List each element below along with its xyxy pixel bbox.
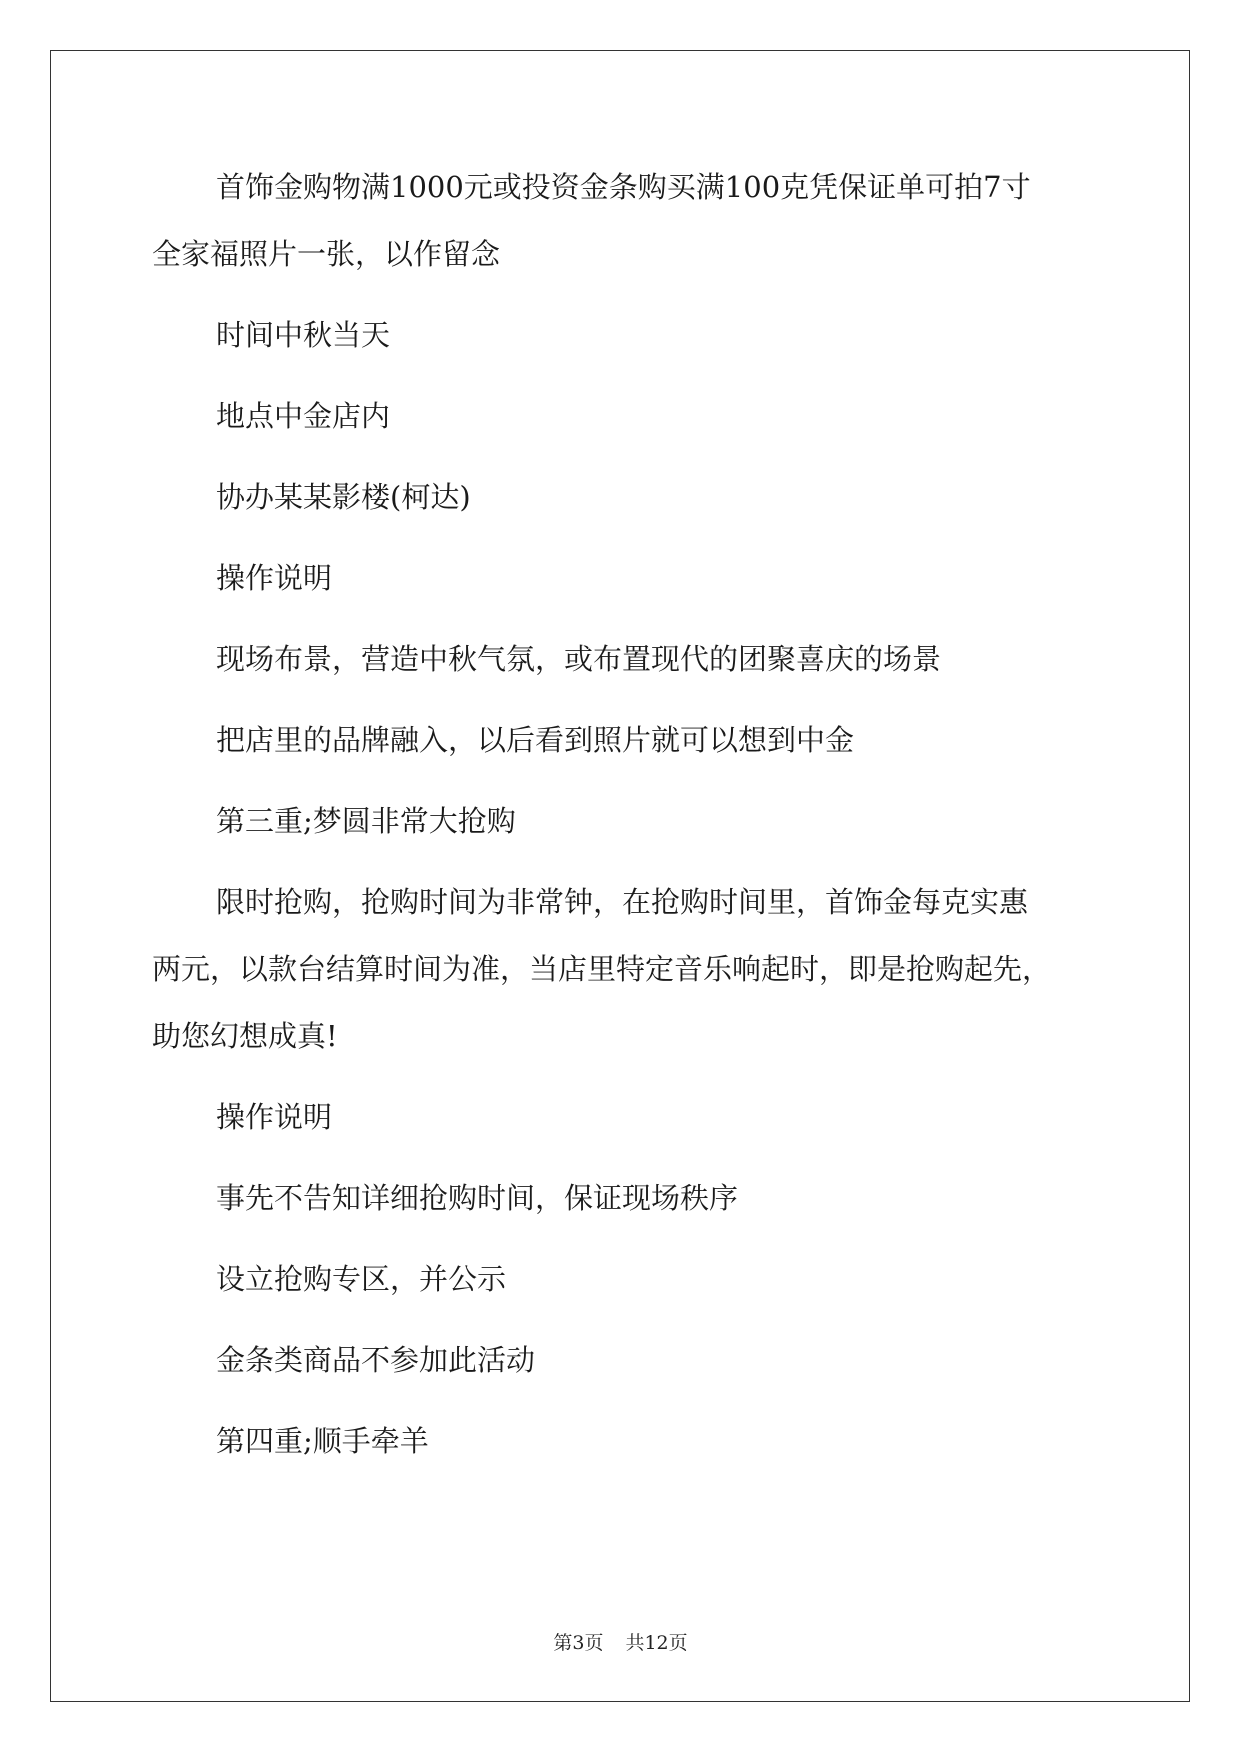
paragraph-line: 首饰金购物满1000元或投资金条购买满100克凭保证单可拍7寸: [216, 170, 1031, 204]
section-heading: 第三重;梦圆非常大抢购: [216, 804, 516, 838]
paragraph-line: 时间中秋当天: [216, 318, 391, 352]
paragraph-line: 助您幻想成真!: [152, 1019, 338, 1053]
page-footer: [0, 1628, 1241, 1655]
document-body: [152, 160, 1112, 1495]
section-heading: 第四重;顺手牵羊: [216, 1424, 429, 1458]
section-label: 操作说明: [216, 561, 333, 595]
paragraph-line: 事先不告知详细抢购时间，保证现场秩序: [216, 1181, 739, 1215]
paragraph-line: 设立抢购专区，并公示: [216, 1262, 507, 1296]
paragraph-line: 现场布景，营造中秋气氛，或布置现代的团聚喜庆的场景: [216, 642, 942, 676]
paragraph-line: 两元，以款台结算时间为准，当店里特定音乐响起时，即是抢购起先，: [152, 952, 1052, 986]
paragraph-line: 地点中金店内: [216, 399, 391, 433]
page-number-total: 共12页: [625, 1632, 688, 1654]
paragraph-line: 金条类商品不参加此活动: [216, 1343, 536, 1377]
page-number-current: 第3页: [553, 1632, 604, 1654]
paragraph-line: 把店里的品牌融入，以后看到照片就可以想到中金: [216, 723, 855, 757]
paragraph-line: 限时抢购，抢购时间为非常钟，在抢购时间里，首饰金每克实惠: [216, 885, 1029, 919]
paragraph-line: 协办某某影楼(柯达): [216, 480, 471, 514]
paragraph-line: 全家福照片一张，以作留念: [152, 237, 501, 271]
section-label: 操作说明: [216, 1100, 333, 1134]
